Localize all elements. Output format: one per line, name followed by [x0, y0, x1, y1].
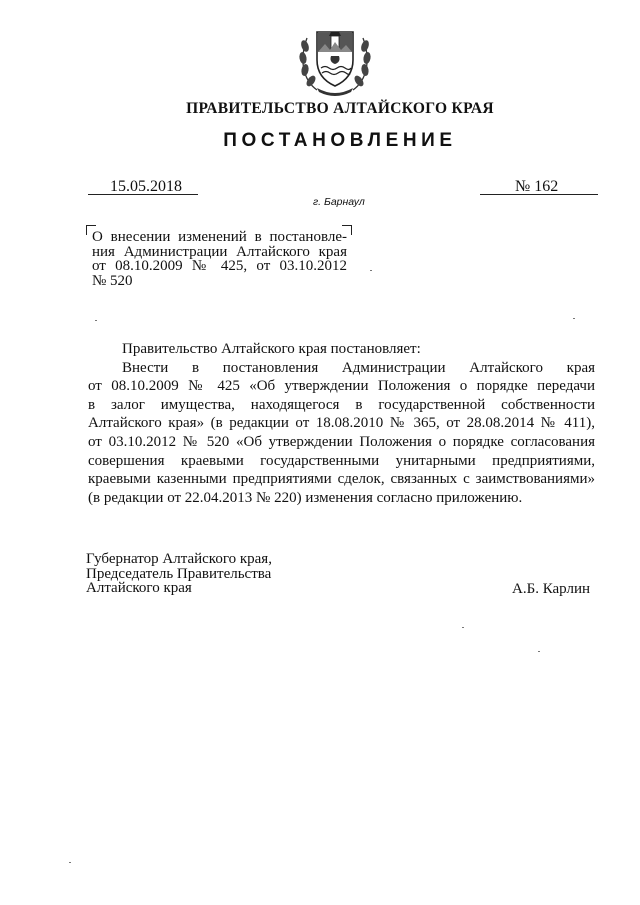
date-underline [88, 194, 198, 195]
subject-line: от 08.10.2009 № 425, от 03.10.2012 [92, 258, 347, 274]
body-line: в залог имущества, находящегося в государственной собственности [88, 396, 595, 413]
scan-speck [538, 651, 540, 652]
body-line: от 08.10.2009 № 425 «Об утверждении Положения о порядке передачи [88, 378, 595, 395]
subject-line: О внесении изменений в постановле- [92, 229, 347, 245]
scan-speck [69, 862, 71, 863]
subject-block [92, 230, 347, 288]
document-number: № 162 [515, 178, 559, 195]
number-underline [480, 194, 598, 195]
document-type-heading: ПОСТАНОВЛЕНИЕ [223, 130, 457, 151]
subject-line: ния Администрации Алтайского края [92, 243, 347, 260]
government-title: ПРАВИТЕЛЬСТВО АЛТАЙСКОГО КРАЯ [186, 100, 494, 117]
city-label: г. Барнаул [313, 196, 365, 208]
body-line: совершения краевыми государственными унитарными предприятиями, [88, 452, 595, 469]
body-line: Внести в постановления Администрации Алтайского края [122, 359, 595, 376]
body-line: (в редакции от 22.04.2013 № 220) изменения согласно приложению. [88, 489, 523, 506]
coat-of-arms-emblem [295, 20, 375, 98]
signer-position-line: Председатель Правительства [86, 565, 272, 582]
scan-speck [95, 320, 97, 321]
body-line: от 03.10.2012 № 520 «Об утверждении Положения о порядке согласования [88, 433, 595, 450]
subject-line: № 520 [92, 272, 133, 289]
signer-name: А.Б. Карлин [512, 581, 591, 597]
scan-speck [462, 627, 464, 628]
signer-position-line: Алтайского края [86, 580, 192, 596]
document-body [88, 340, 595, 507]
scan-speck [370, 270, 372, 271]
signer-position [86, 552, 272, 596]
body-line: Правительство Алтайского края постановляет: [122, 341, 421, 357]
body-line: краевыми казенными предприятиями сделок, связанных с заимствованиями» [88, 471, 595, 488]
body-line: Алтайского края» (в редакции от 18.08.2010 № 365, от 28.08.2014 № 411), [88, 415, 595, 432]
scan-speck [573, 318, 575, 319]
signer-position-line: Губернатор Алтайского края, [86, 551, 272, 567]
document-date: 15.05.2018 [110, 178, 182, 195]
